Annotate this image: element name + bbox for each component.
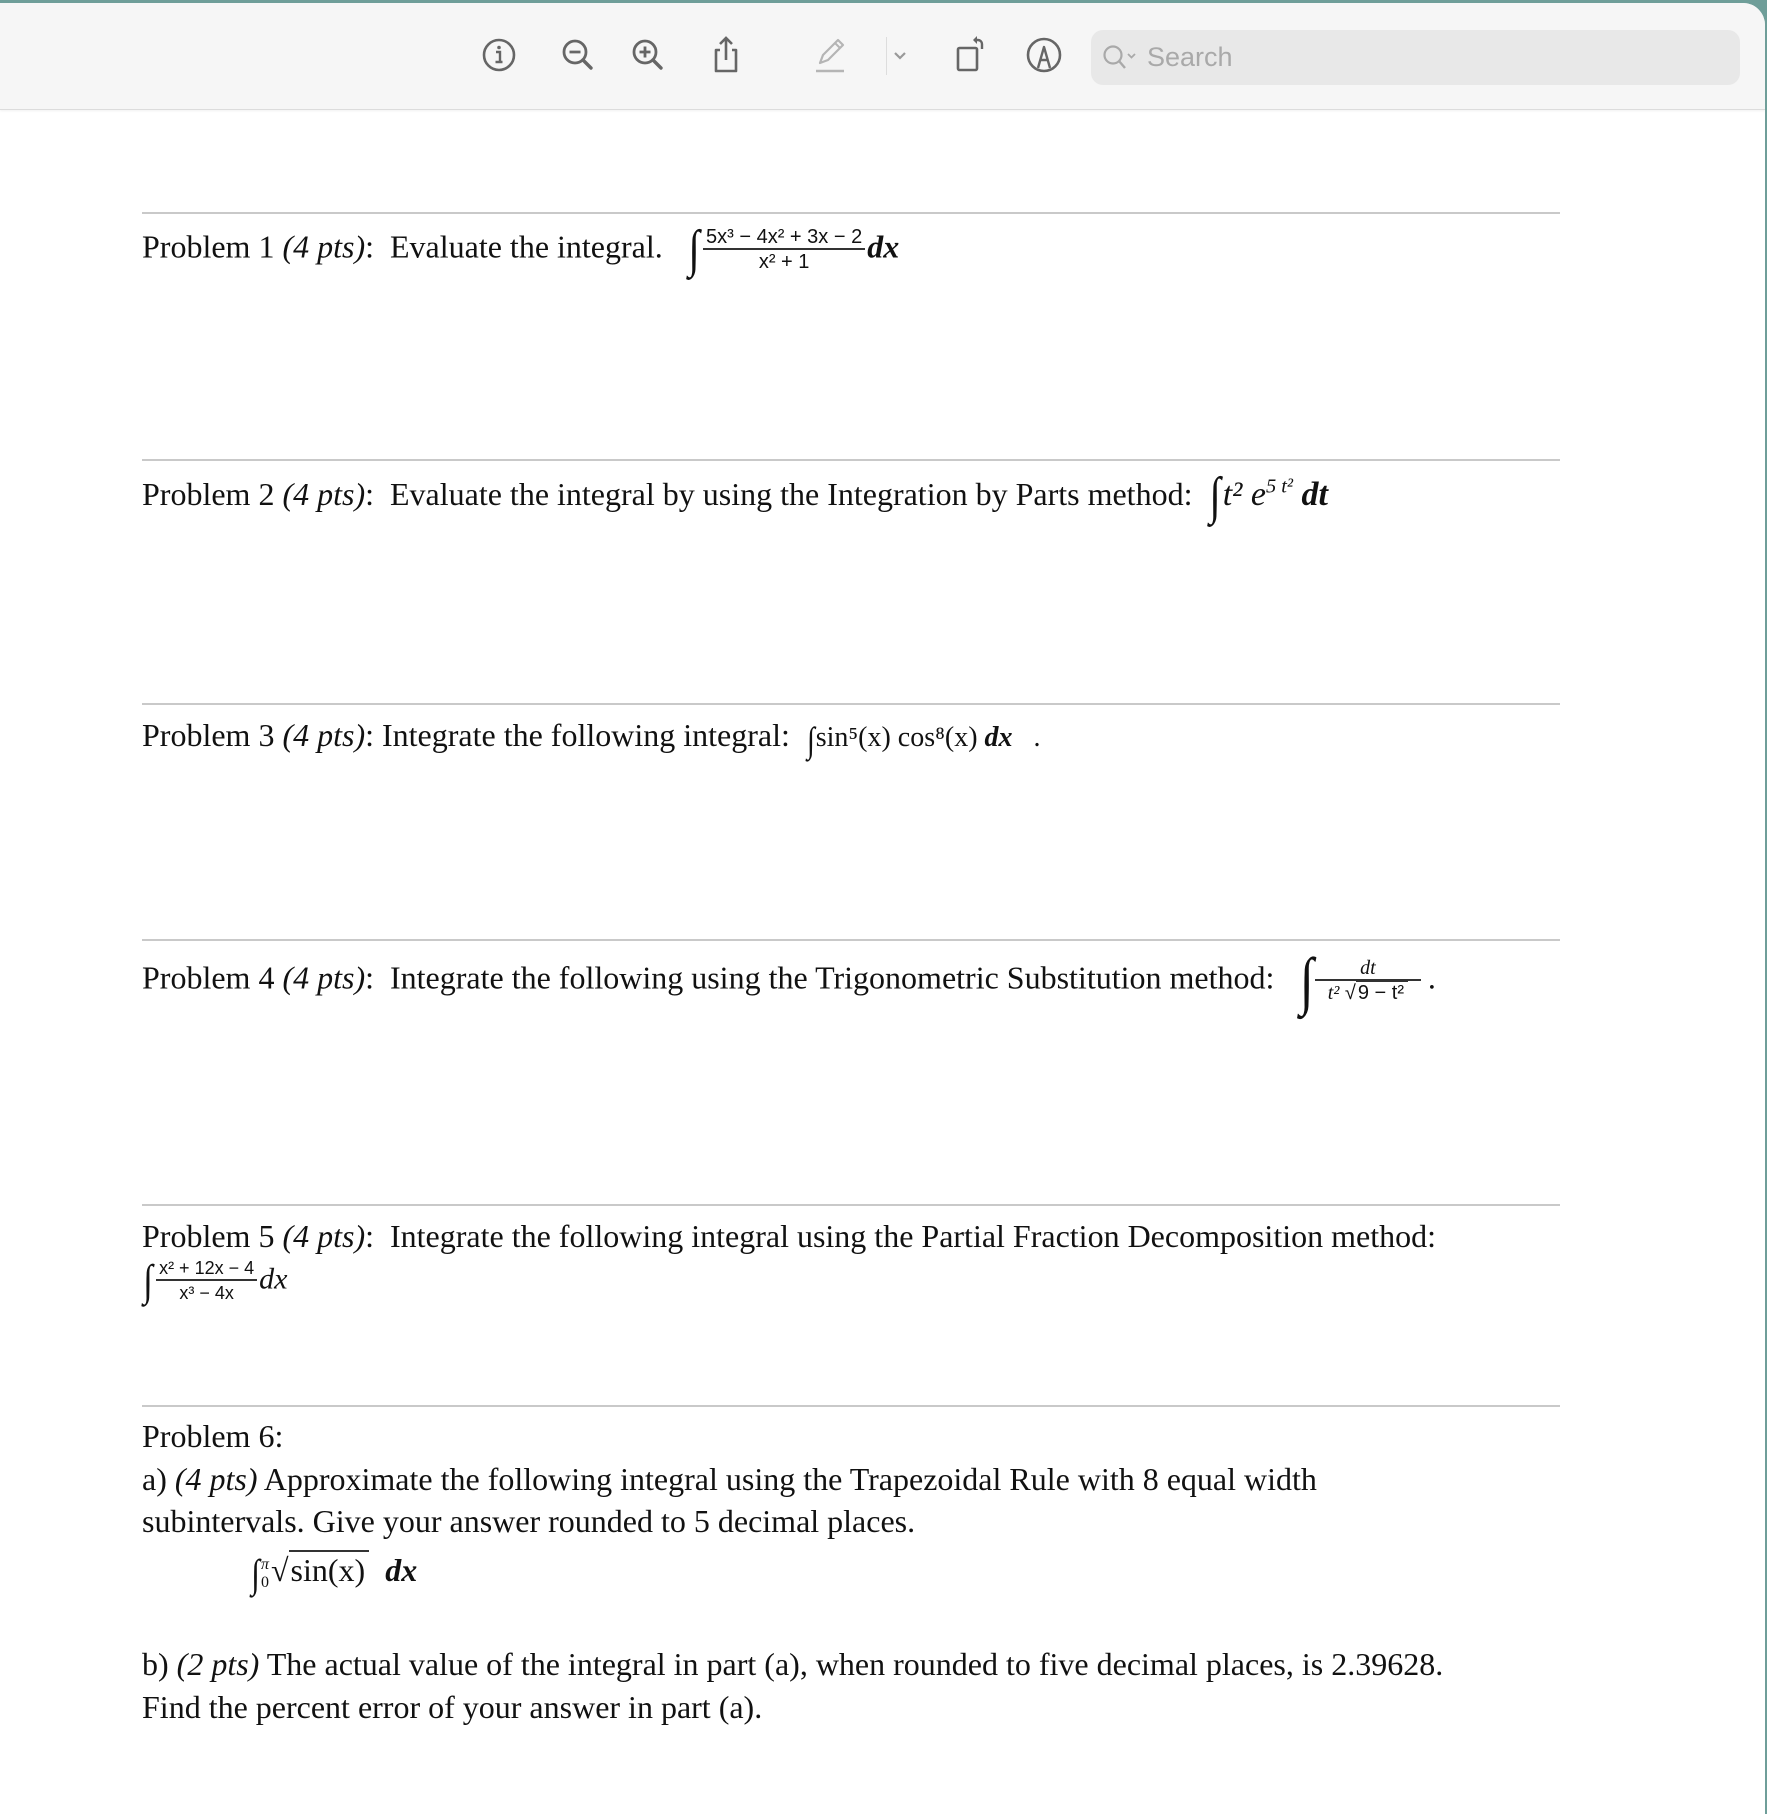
differential: dt [1301,476,1328,513]
problem-points: (4 pts) [282,959,366,996]
integral-expression [1208,468,1328,526]
divider [142,1204,1560,1206]
fraction [156,1257,257,1305]
search-placeholder: Search [1147,42,1233,72]
toolbar [0,3,1765,110]
problem-points: (4 pts) [282,476,366,512]
share-icon[interactable] [704,33,748,77]
integral-sign: ∫ [806,719,815,760]
problem-points: (2 pts) [176,1646,260,1682]
denominator: x³ − 4x [179,1283,234,1303]
integral-expression [1298,945,1436,1016]
info-icon[interactable] [477,33,521,77]
differential: dx [259,1262,288,1296]
integral-expression [806,718,1041,760]
integral-expression: ∫ π 0 √sin(x) dx [251,1550,418,1596]
integral-sign: ∫ [688,221,700,278]
divider [142,459,1560,461]
colon: : [365,476,374,512]
problem-6a-integral [250,1550,417,1594]
problem-5-integral [142,1257,287,1305]
integral-sign: ∫ [1300,945,1315,1016]
problem-5 [142,1216,1436,1256]
lower-limit: 0 [260,1573,269,1591]
exponent: 5 t² [1265,475,1294,498]
problem-title: Problem 3 [142,717,275,753]
problem-text: The actual value of the integral in part (a), when rounded to five decimal places, is 2.39628. [266,1646,1444,1682]
problem-points: (4 pts) [174,1461,258,1497]
denominator-prefix: t² [1327,982,1340,1004]
rotate-icon[interactable] [950,33,994,77]
radicand: 9 − t² [1356,980,1408,1004]
integral-expression [142,1257,287,1305]
divider [142,212,1560,214]
problem-points: (4 pts) [282,717,366,753]
search-field[interactable] [1091,30,1740,85]
problem-6a-line1 [142,1459,1317,1499]
numerator: x² + 12x − 4 [156,1257,257,1281]
integral-sign: ∫ [1209,468,1222,526]
colon: : [365,717,374,753]
integral-sign: ∫ [143,1256,153,1305]
problem-6a-line2: subintervals. Give your answer rounded to 5 decimal places. [142,1503,916,1539]
zoom-in-icon[interactable] [626,33,670,77]
integral-expression [687,221,900,278]
document-page [0,109,1765,1814]
problem-2 [142,468,1328,526]
problem-6b-line1 [142,1644,1443,1684]
denominator: x² + 1 [758,251,810,273]
problem-6b-line2: Find the percent error of your answer in part (a). [142,1689,763,1725]
upper-limit: π [260,1555,269,1573]
problem-text: Integrate the following integral: [381,717,790,753]
differential: dx [867,228,900,265]
numerator: 5x³ − 4x² + 3x − 2 [703,226,865,250]
problem-6-title: Problem 6: [142,1418,284,1454]
problem-3 [142,715,1041,760]
annotate-icon[interactable] [1022,33,1066,77]
integrand: t² e [1222,476,1266,513]
problem-points: (4 pts) [282,1218,366,1254]
problem-text: Integrate the following using the Trigonometric Substitution method: [389,959,1275,996]
divider [142,939,1560,941]
problem-4 [142,945,1436,1016]
search-icon [1101,43,1145,73]
integral-sign: ∫ [251,1550,260,1596]
problem-text: Evaluate the integral by using the Integration by Parts method: [389,476,1193,512]
preview-window [0,3,1765,1814]
problem-text: Integrate the following integral using the Partial Fraction Decomposition method: [389,1218,1436,1254]
markup-pen-icon[interactable] [808,33,852,77]
problem-title: Problem 1 [142,228,275,265]
problem-title: Problem 2 [142,476,275,512]
problem-text: Approximate the following integral using the Trapezoidal Rule with 8 equal width [263,1461,1317,1497]
colon: : [365,228,374,265]
problem-title: Problem 5 [142,1218,275,1254]
integrand: sin⁵(x) cos⁸(x) [815,722,978,753]
colon: : [365,959,374,996]
divider [142,1405,1560,1407]
part-label: a) [142,1461,167,1497]
numerator: dt [1315,957,1421,981]
problem-title: Problem 4 [142,959,275,996]
fraction [703,226,865,274]
differential: dx [385,1552,418,1588]
chevron-down-icon[interactable] [878,33,922,77]
trailing-period: . [1427,959,1436,996]
problem-points: (4 pts) [282,228,366,265]
denominator: t² √ 9 − t² [1328,981,1408,1005]
colon: : [365,1218,374,1254]
problem-text: Evaluate the integral. [389,228,663,265]
fraction [1318,957,1418,1005]
part-label: b) [142,1646,169,1682]
divider [142,703,1560,705]
zoom-out-icon[interactable] [556,33,600,77]
differential: dx [984,722,1013,753]
problem-1 [142,221,900,278]
radicand: sin(x) [289,1550,370,1588]
trailing-period: . [1033,722,1041,753]
